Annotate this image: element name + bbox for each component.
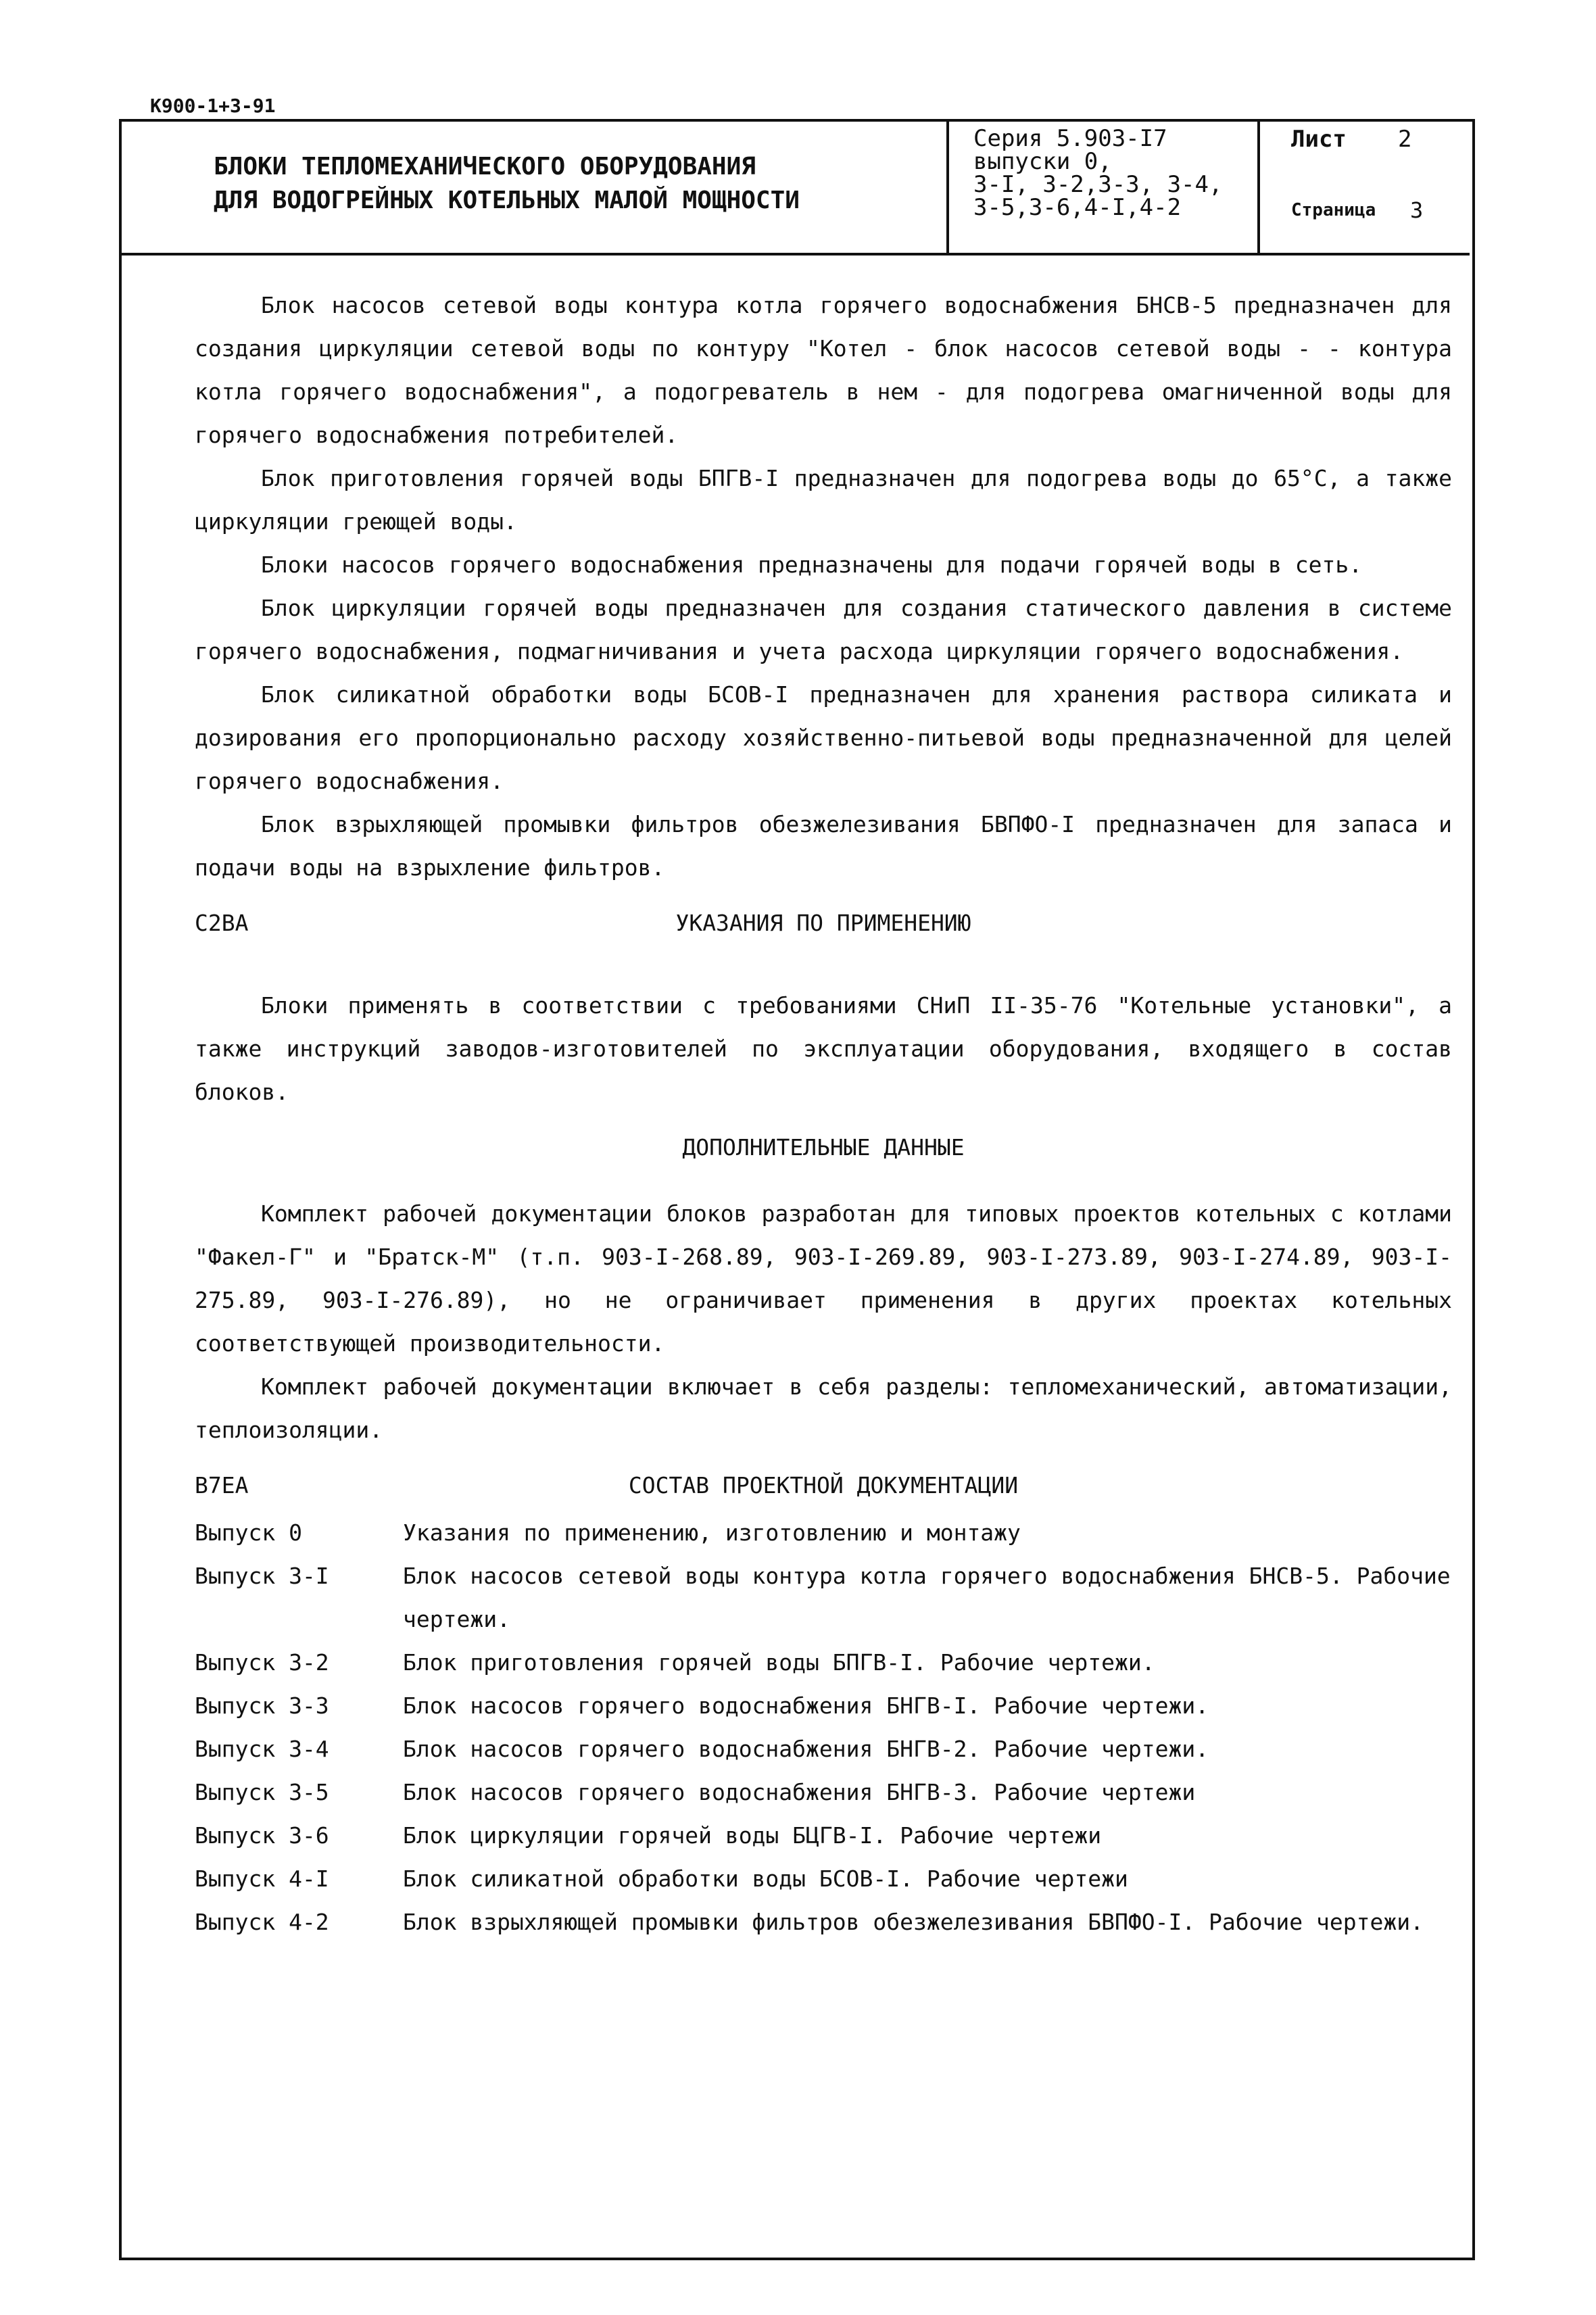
issue-description: Блок насосов горячего водоснабжения БНГВ-2. Рабочие чертежи. — [403, 1736, 1209, 1762]
section-heading: ДОПОЛНИТЕЛЬНЫЕ ДАННЫЕ — [682, 1134, 965, 1161]
paragraph: Блок взрыхляющей промывки фильтров обезжелезивания БВПФО-I предназначен для запаса и подачи воды на взрыхление фильтров. — [195, 811, 1452, 881]
issue-label: Выпуск 3-4 — [195, 1736, 329, 1762]
list-item — [195, 1641, 1452, 1684]
series-line-4: 3-5,3-6,4-I,4-2 — [973, 194, 1182, 221]
issue-label: Выпуск 3-I — [195, 1563, 329, 1589]
title-line-2: ДЛЯ ВОДОГРЕЙНЫХ КОТЕЛЬНЫХ МАЛОЙ МОЩНОСТИ — [214, 187, 800, 214]
list-item — [195, 1901, 1452, 1944]
list-item — [195, 1771, 1452, 1814]
issue-description: Указания по применению, изготовлению и монтажу — [403, 1519, 1021, 1546]
issue-list — [195, 1511, 1452, 1944]
section-heading-row — [195, 1464, 1452, 1511]
issue-description: Блок взрыхляющей промывки фильтров обезжелезивания БВПФО-I. Рабочие чертежи. — [403, 1909, 1424, 1935]
document-title — [214, 150, 800, 218]
issue-label: Выпуск 3-6 — [195, 1822, 329, 1849]
series-line-2: выпуски 0, — [973, 148, 1112, 175]
title-line-1: БЛОКИ ТЕПЛОМЕХАНИЧЕСКОГО ОБОРУДОВАНИЯ — [214, 153, 756, 180]
section-heading-row — [195, 902, 1452, 949]
paragraph: Блок силикатной обработки воды БСОВ-I предназначен для хранения раствора силиката и дозирования его пропорционально расходу хозяйственно-питьевой воды предназначенной для целей горячего водоснабжения. — [195, 681, 1452, 794]
section-code: С2ВА — [195, 910, 249, 936]
section-heading: УКАЗАНИЯ ПО ПРИМЕНЕНИЮ — [675, 910, 971, 936]
paragraph: Комплект рабочей документации блоков разработан для типовых проектов котельных с котлами "Факел-Г" и "Братск-М" (т.п. 903-I-268.89, 903-I-269.89, 903-I-273.89, 903-I-274.89, 903-I-275.89, 903-I-276.89), но не ограничивает применения в других проектах котельных соответствующей производительности. — [195, 1200, 1452, 1357]
issue-label: Выпуск 3-5 — [195, 1779, 329, 1805]
section-heading: СОСТАВ ПРОЕКТНОЙ ДОКУМЕНТАЦИИ — [628, 1472, 1019, 1498]
list-item — [195, 1728, 1452, 1771]
paragraph: Комплект рабочей документации включает в себя разделы: тепломеханический, автоматизации, теплоизоляции. — [195, 1373, 1452, 1443]
paragraph: Блок приготовления горячей воды БПГВ-I предназначен для подогрева воды до 65°С, а также циркуляции греющей воды. — [195, 465, 1452, 535]
issue-description: Блок циркуляции горячей воды БЦГВ-I. Рабочие чертежи — [403, 1822, 1102, 1849]
section-code: В7ЕА — [195, 1472, 249, 1498]
paragraph: Блок насосов сетевой воды контура котла горячего водоснабжения БНСВ-5 предназначен для создания циркуляции сетевой воды по контуру "Котел - блок насосов сетевой воды - - контура котла горячего водоснабжения", а подогреватель в нем - для подогрева омагниченной воды для горячего водоснабжения потребителей. — [195, 292, 1452, 448]
issue-description: Блок насосов сетевой воды контура котла горячего водоснабжения БНСВ-5. Рабочие чертежи. — [403, 1563, 1451, 1632]
sheet-number: 2 — [1398, 126, 1412, 153]
issue-description: Блок насосов горячего водоснабжения БНГВ-I. Рабочие чертежи. — [403, 1692, 1209, 1719]
issue-label: Выпуск 3-2 — [195, 1649, 329, 1676]
series-line-1: Серия 5.903-I7 — [973, 125, 1167, 152]
issue-description: Блок приготовления горячей воды БПГВ-I. Рабочие чертежи. — [403, 1649, 1155, 1676]
list-item — [195, 1555, 1452, 1641]
title-block — [119, 119, 1470, 255]
issue-description: Блок насосов горячего водоснабжения БНГВ-3. Рабочие чертежи — [403, 1779, 1196, 1805]
series-line-3: 3-I, 3-2,3-3, 3-4, — [973, 171, 1223, 198]
title-block-divider — [1257, 119, 1260, 253]
issue-label: Выпуск 0 — [195, 1519, 302, 1546]
issue-label: Выпуск 4-I — [195, 1866, 329, 1892]
list-item — [195, 1684, 1452, 1728]
list-item — [195, 1814, 1452, 1857]
issue-label: Выпуск 3-3 — [195, 1692, 329, 1719]
list-item — [195, 1511, 1452, 1555]
document-code: К900-1+3-91 — [150, 95, 276, 117]
paragraph: Блоки применять в соответствии с требованиями СНиП II-35-76 "Котельные установки", а также инструкций заводов-изготовителей по эксплуатации оборудования, входящего в состав блоков. — [195, 992, 1452, 1105]
sheet-label: Лист — [1291, 126, 1347, 153]
page-label: Страница — [1291, 200, 1376, 220]
paragraph: Блок циркуляции горячей воды предназначен для создания статического давления в системе горячего водоснабжения, подмагничивания и учета расхода циркуляции горячего водоснабжения. — [195, 595, 1452, 664]
issue-description: Блок силикатной обработки воды БСОВ-I. Рабочие чертежи — [403, 1866, 1128, 1892]
title-block-divider — [946, 119, 949, 253]
series-info — [973, 127, 1222, 219]
list-item — [195, 1857, 1452, 1901]
issue-label: Выпуск 4-2 — [195, 1909, 329, 1935]
page-number: 3 — [1410, 197, 1424, 223]
paragraph: Блоки насосов горячего водоснабжения предназначены для подачи горячей воды в сеть. — [261, 552, 1363, 578]
document-body — [195, 284, 1452, 1944]
